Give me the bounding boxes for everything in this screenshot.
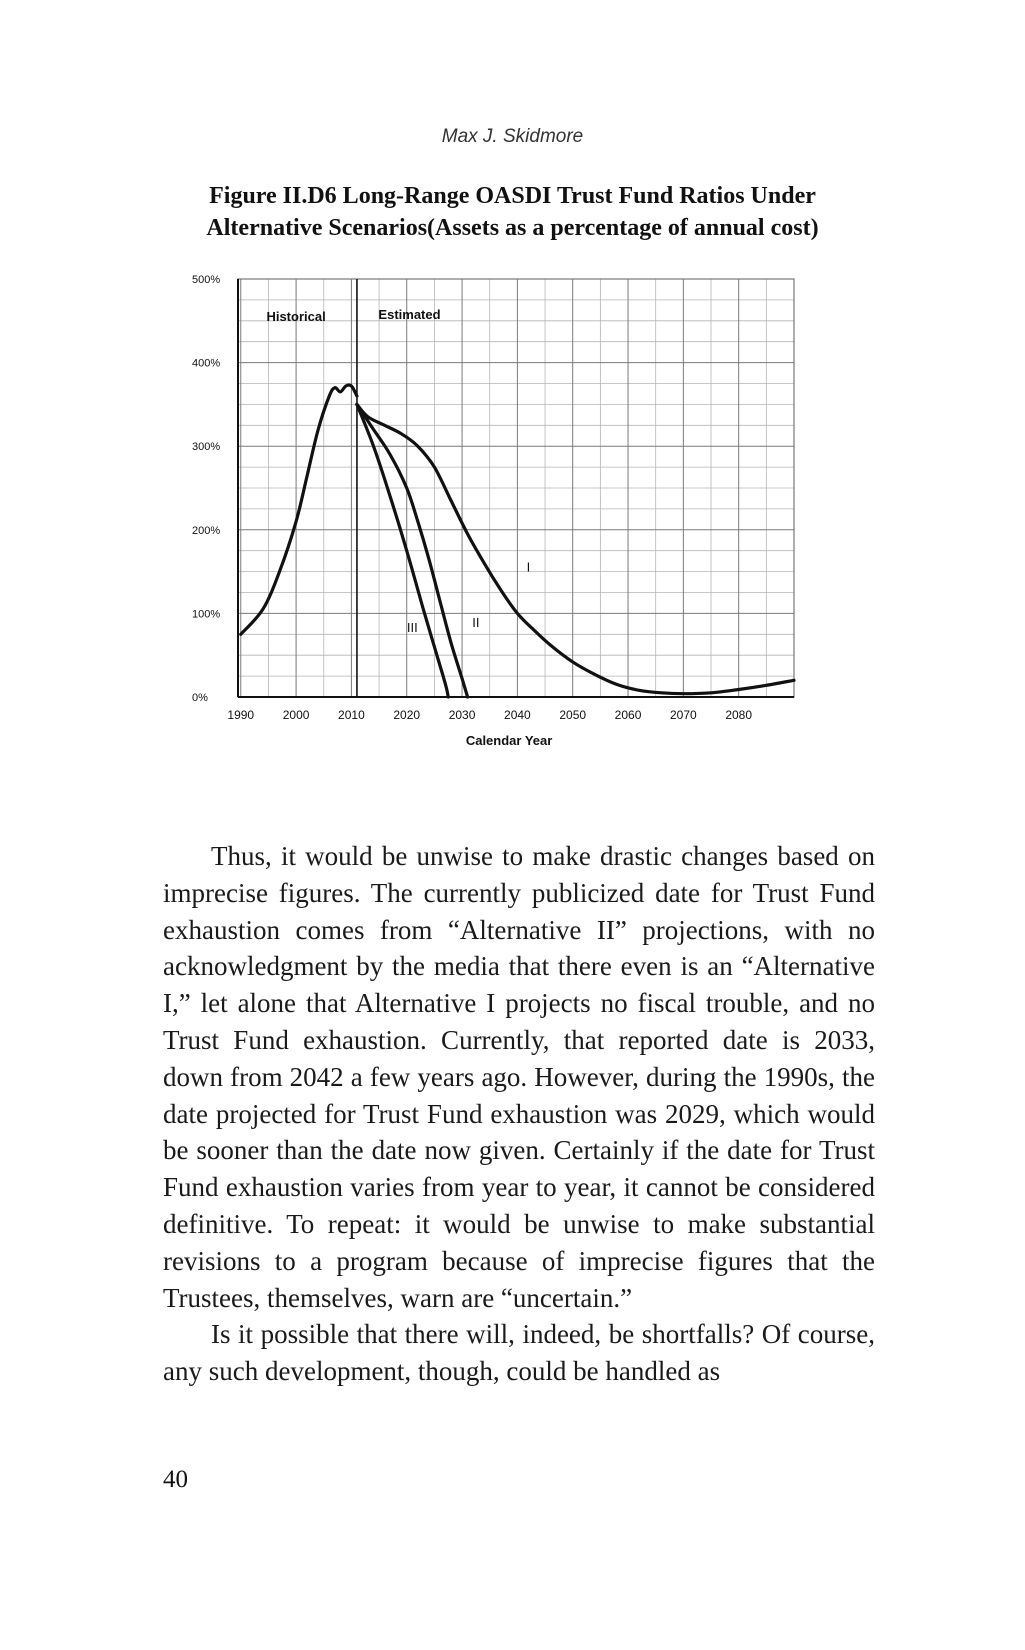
series-label-alternative-iii: III: [406, 619, 418, 635]
paragraph-2: Is it possible that there will, indeed, be shortfalls? Of course, any such development, though, could be handled as: [163, 1319, 875, 1387]
page-number: 40: [163, 1466, 188, 1493]
series-label-alternative-ii: II: [472, 614, 480, 630]
figure-title-line-1: Figure II.D6 Long-Range OASDI Trust Fund Ratios Under: [209, 183, 816, 209]
series-line-alternative-i: [357, 404, 794, 693]
y-tick-label: 400%: [192, 357, 221, 370]
x-tick-label: 2010: [338, 708, 365, 722]
figure-title-line-2: Alternative Scenarios(Assets as a percentage of annual cost): [206, 215, 819, 241]
series-label-alternative-i: I: [526, 559, 531, 575]
y-tick-label: 300%: [192, 441, 221, 454]
x-tick-label: 2050: [559, 708, 587, 722]
running-head: Max J. Skidmore: [441, 126, 584, 147]
series-line-historical: [241, 385, 357, 634]
y-tick-label: 500%: [192, 275, 221, 286]
x-tick-label: 2000: [282, 708, 310, 722]
x-tick-label: 2070: [670, 708, 697, 722]
trust-fund-ratio-chart: [180, 275, 820, 770]
x-tick-label: 1990: [227, 708, 255, 722]
y-tick-label: 200%: [192, 524, 221, 537]
paragraph-1: Thus, it would be unwise to make drastic changes based on imprecise figures. The currently publicized date for Trust Fund exhaustion comes from “Alternative II” projections, with no acknowledgment by the media that there even is an “Alternative I,” let alone that Alternative I projects no fiscal trouble, and no Trust Fund exhaustion. Currently, that reported date is 2033, down from 2042 a few years ago. However, during the 1990s, the date projected for Trust Fund exhaustion was 2029, which would be sooner than the date now given. Certainly if the date for Trust Fund exhaustion varies from year to year, it cannot be considered definitive. To repeat: it would be unwise to make substantial revisions to a program because of imprecise figures that the Trustees, themselves, warn are “uncertain.”: [163, 841, 875, 1313]
x-axis-title: Calendar Year: [465, 733, 553, 748]
x-tick-label: 2060: [614, 708, 642, 722]
x-tick-label: 2080: [725, 708, 753, 722]
y-tick-label: 0%: [192, 692, 208, 704]
x-tick-label: 2020: [393, 708, 421, 722]
body-text: [163, 838, 875, 1390]
region-label: Estimated: [378, 307, 441, 323]
y-tick-label: 100%: [192, 608, 221, 621]
x-tick-label: 2030: [448, 708, 476, 722]
region-label: Historical: [266, 308, 326, 324]
figure-title: [140, 180, 885, 244]
x-tick-label: 2040: [504, 708, 531, 722]
